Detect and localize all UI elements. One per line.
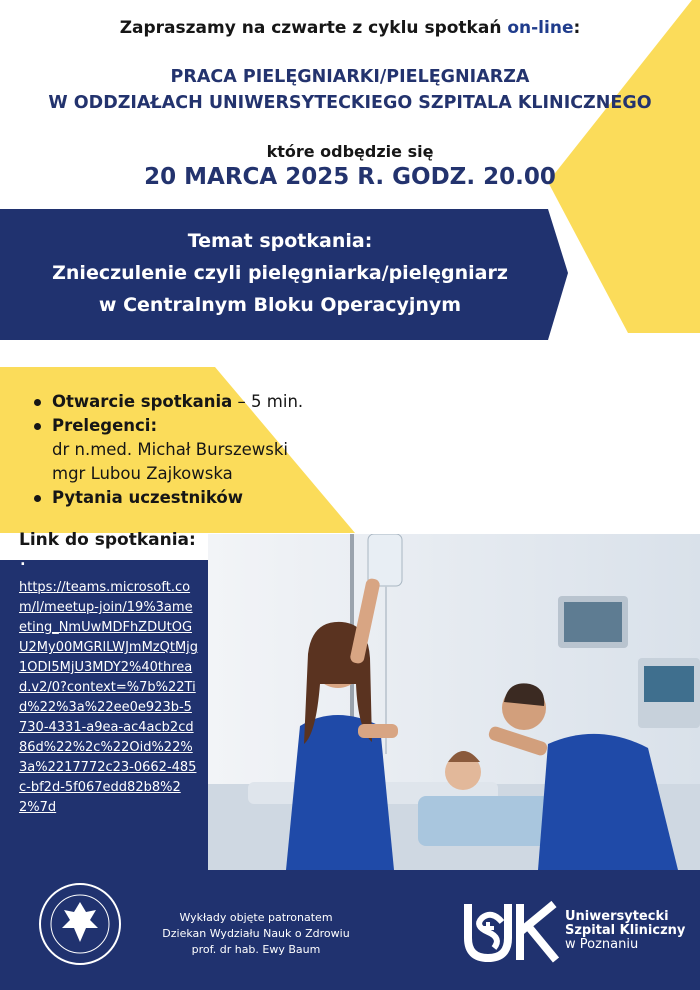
patron-line-3: prof. dr hab. Ewy Baum [191, 943, 321, 956]
opening-label: Otwarcie spotkania [52, 392, 233, 411]
event-title [0, 64, 700, 116]
patron-line-2: Dziekan Wydziału Nauk o Zdrowiu [162, 927, 350, 940]
questions-label: Pytania uczestników [52, 488, 243, 507]
intro-accent: on-line [507, 18, 574, 38]
usk-logo [462, 900, 562, 964]
title-line-1: PRACA PIELĘGNIARKI/PIELĘGNIARZA [170, 67, 530, 87]
hospital-name [565, 910, 685, 952]
meeting-link[interactable]: https://teams.microsoft.com/l/meetup-join/19%3ameeting_NmUwMDFhZDUtOGU2My00MGRlLWJmMzQtMjg1ODI5MjU3MDY2%40thread.v2/0?context=%7b%22Tid%22%3a%22ee0e923b-5730-4331-a9ea-ac4acb2cd86d%22%2c%22Oid%22%3a%2217772c23-0662-485c-bf2d-5f067edd82b8%22%7d [19, 580, 199, 815]
opening-duration: – 5 min. [232, 392, 304, 411]
topic-line-3: w Centralnym Bloku Operacyjnym [98, 294, 462, 316]
agenda-item-opening [30, 390, 360, 414]
patronage-note [140, 910, 372, 958]
hospital-line-1: Uniwersytecki [565, 909, 669, 924]
link-heading: Link do spotkania: [19, 530, 196, 550]
hospital-line-3: w Poznaniu [565, 937, 639, 952]
agenda-item-questions [30, 486, 360, 510]
speaker-2: mgr Lubou Zajkowska [52, 464, 233, 483]
topic-block [0, 225, 560, 321]
agenda-list [30, 390, 360, 510]
speaker-1: dr n.med. Michał Burszewski [52, 440, 288, 459]
intro-suffix: : [573, 18, 581, 38]
topic-label: Temat spotkania: [187, 230, 373, 252]
hospital-line-2: Szpital Kliniczny [565, 923, 686, 938]
title-line-2: W ODDZIAŁACH UNIWERSYTECKIEGO SZPITALA KLINICZNEGO [48, 93, 652, 113]
topic-line-2: Znieczulenie czyli pielęgniarka/pielęgniarz [52, 262, 508, 284]
intro-line [0, 18, 700, 38]
speakers-label: Prelegenci: [52, 416, 158, 435]
link-colon: : [20, 553, 26, 569]
event-date: 20 MARCA 2025 R. GODZ. 20.00 [144, 164, 556, 190]
subtitle: które odbędzie się [266, 142, 434, 161]
hospital-photo [208, 534, 700, 870]
patron-line-1: Wykłady objęte patronatem [179, 911, 333, 924]
photo-illustration [208, 534, 700, 870]
agenda-item-speakers [30, 414, 360, 438]
intro-text: Zapraszamy na czwarte z cyklu spotkań [119, 18, 508, 38]
university-seal [38, 882, 122, 966]
